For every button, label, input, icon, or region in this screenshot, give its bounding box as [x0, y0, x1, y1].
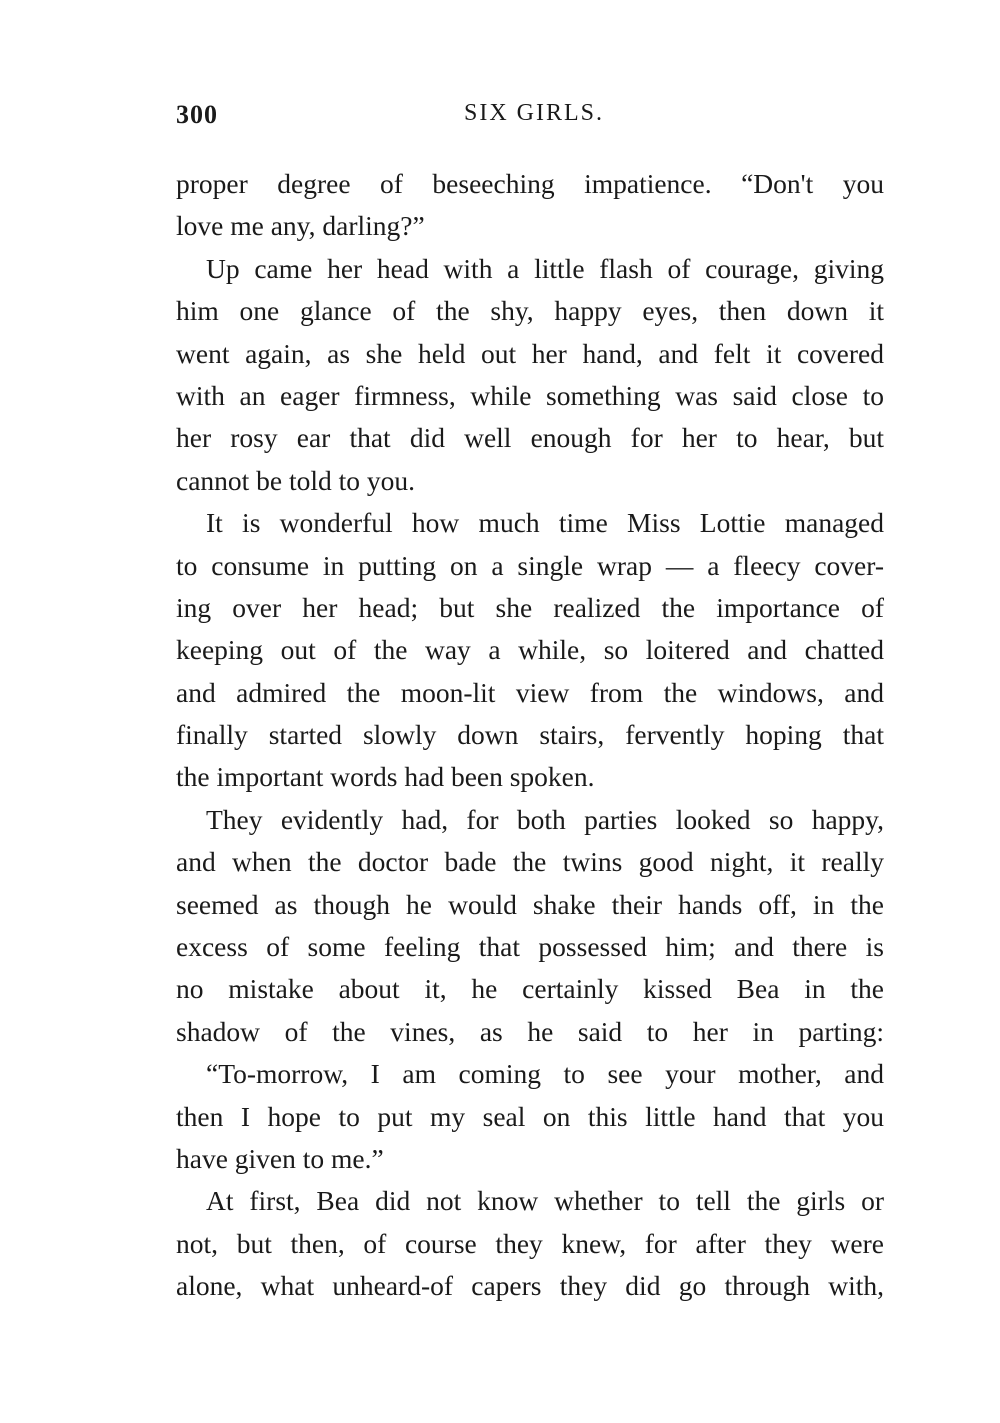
- text-line: to consume in putting on a single wrap — a fleecy cover-: [176, 549, 884, 581]
- text-line: At first, Bea did not know whether to tell the girls or: [206, 1185, 884, 1217]
- text-line: cannot be told to you.: [176, 464, 416, 496]
- text-line: Up came her head with a little flash of courage, giving: [206, 252, 884, 284]
- paragraph: [176, 163, 884, 248]
- text-line: It is wonderful how much time Miss Lottie managed: [206, 507, 884, 539]
- text-line: and when the doctor bade the twins good night, it really: [176, 846, 884, 878]
- text-line: went again, as she held out her hand, and felt it covered: [176, 337, 884, 369]
- text-line: shadow of the vines, as he said to her in parting:: [176, 1015, 884, 1047]
- text-line: then I hope to put my seal on this little hand that you: [176, 1100, 884, 1132]
- running-title: SIX GIRLS.: [464, 100, 605, 126]
- text-line: with an eager firmness, while something was said close to: [176, 379, 884, 411]
- page-header: [176, 100, 884, 140]
- text-line: finally started slowly down stairs, fervently hoping that: [176, 719, 884, 751]
- paragraph: [176, 1180, 884, 1307]
- text-line: have given to me.”: [176, 1142, 384, 1174]
- text-line: seemed as though he would shake their hands off, in the: [176, 888, 884, 920]
- text-line: excess of some feeling that possessed him; and there is: [176, 931, 884, 963]
- paragraph: [176, 502, 884, 799]
- text-line: “To-morrow, I am coming to see your mother, and: [206, 1058, 884, 1090]
- text-line: not, but then, of course they knew, for after they were: [176, 1227, 884, 1259]
- text-line: proper degree of beseeching impatience. “Don't you: [176, 168, 884, 199]
- text-line: love me any, darling?”: [176, 210, 425, 242]
- text-line: no mistake about it, he certainly kissed Bea in the: [176, 973, 884, 1005]
- body-text: [176, 163, 884, 1308]
- text-line: keeping out of the way a while, so loitered and chatted: [176, 634, 884, 666]
- page-number: 300: [176, 100, 218, 129]
- text-line: him one glance of the shy, happy eyes, then down it: [176, 295, 884, 327]
- paragraph: [176, 799, 884, 1053]
- text-line: alone, what unheard-of capers they did go through with,: [176, 1270, 884, 1302]
- paragraph: [176, 248, 884, 502]
- text-line: her rosy ear that did well enough for her to hear, but: [176, 422, 884, 454]
- text-line: the important words had been spoken.: [176, 761, 595, 793]
- text-line: They evidently had, for both parties looked so happy,: [206, 803, 884, 835]
- paragraph: [176, 1053, 884, 1180]
- text-line: and admired the moon-lit view from the windows, and: [176, 676, 884, 708]
- text-line: ing over her head; but she realized the importance of: [176, 591, 884, 623]
